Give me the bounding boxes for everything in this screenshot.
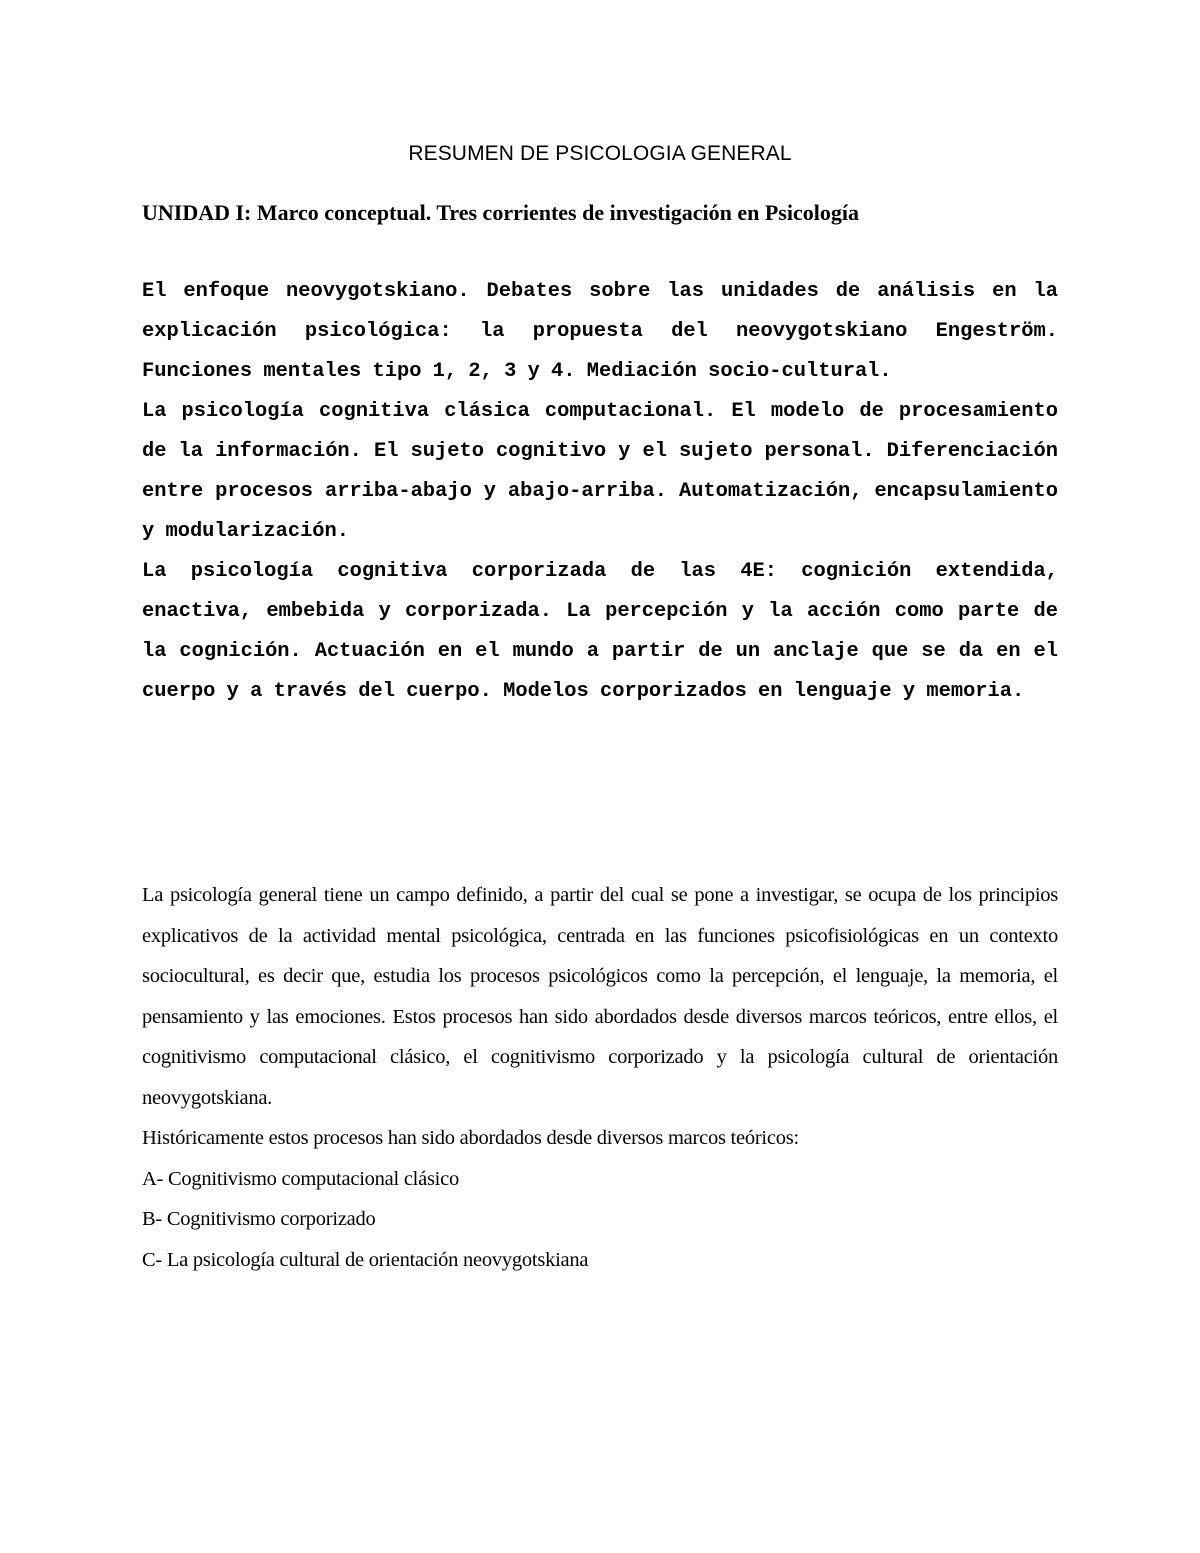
topic-neovygotskian: El enfoque neovygotskiano. Debates sobre las unidades de análisis en la explicación psicológica: la propuesta del neovygotskiano Engeström. Funciones mentales tipo 1, 2, 3 y 4. Mediación socio-cultural. [142,280,1058,383]
intro-paragraph: La psicología general tiene un campo definido, a partir del cual se pone a investigar, se ocupa de los principios explicativos de la actividad mental psicológica, centrada en las funciones psicofisiológicas en un contexto sociocultural, es decir que, estudia los procesos psicológicos como la percepción, el lenguaje, la memoria, el pensamiento y las emociones. Estos procesos han sido abordados desde diversos marcos teóricos, entre ellos, el cognitivismo computacional clásico, el cognitivismo corporizado y la psicología cultural de orientación neovygotskiana. [142,884,1058,1109]
framework-item: A- Cognitivismo computacional clásico [142,1167,459,1190]
document-title: RESUMEN DE PSICOLOGIA GENERAL [408,142,792,165]
unit-topics [142,272,1058,712]
topic-embodied-cognitive: La psicología cognitiva corporizada de las 4E: cognición extendida, enactiva, embebida y corporizada. La percepción y la acción como parte de la cognición. Actuación en el mundo a partir de un anclaje que se da en el cuerpo y a través del cuerpo. Modelos corporizados en lenguaje y memoria. [142,560,1058,703]
unit-heading: UNIDAD I: Marco conceptual. Tres corrientes de investigación en Psicología [142,200,859,225]
historical-intro: Históricamente estos procesos han sido abordados desde diversos marcos teóricos: [142,1127,799,1149]
topic-computational-cognitive: La psicología cognitiva clásica computacional. El modelo de procesamiento de la información. El sujeto cognitivo y el sujeto personal. Diferenciación entre procesos arriba-abajo y abajo-arriba. Automatización, encapsulamiento y modularización. [142,400,1058,543]
framework-item: B- Cognitivismo corporizado [142,1208,376,1230]
framework-item: C- La psicología cultural de orientación neovygotskiana [142,1248,589,1271]
body-text [142,875,1058,1280]
